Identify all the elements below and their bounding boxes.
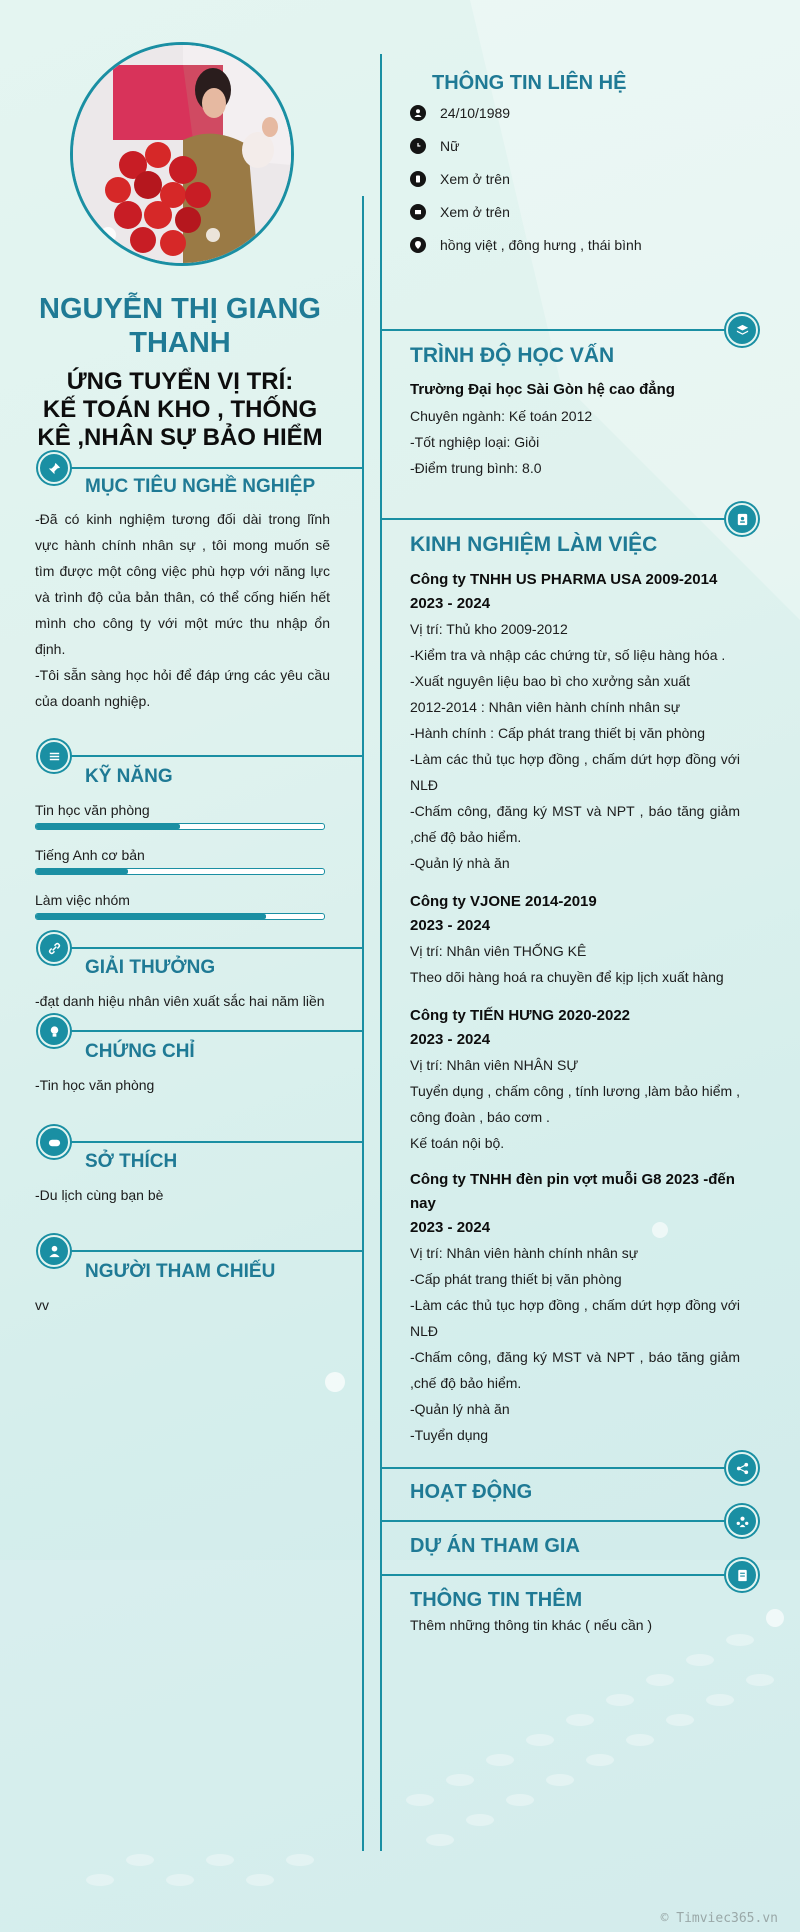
right-timeline-rail bbox=[380, 54, 382, 1851]
job-1-line-5: -Hành chính : Cấp phát trang thiết bị văn phòng bbox=[410, 725, 705, 741]
job-1-line-2: -Kiểm tra và nhập các chứng từ, số liệu hàng hóa . bbox=[410, 647, 726, 663]
objective-text-1: -Đã có kinh nghiệm tương đối dài trong lĩnh vực hành chính nhân sự , tôi mong muốn sẽ tìm được một công việc phù hợp với năng lực và trình độ của bản thân, có thể cống hiến hết mình cho công ty với một mức thu nhập ổn định. bbox=[35, 511, 330, 657]
skill-label-1: Tin học văn phòng bbox=[35, 802, 150, 818]
user-icon bbox=[410, 105, 426, 121]
apply-line-1: ỨNG TUYỂN VỊ TRÍ: bbox=[66, 368, 294, 395]
skill-fill-2 bbox=[36, 869, 128, 874]
contact-email: Xem ở trên bbox=[440, 204, 510, 220]
gamepad-icon bbox=[38, 1126, 70, 1158]
contact-birthday: 24/10/1989 bbox=[440, 105, 511, 121]
job-2-line-2: Theo dõi hàng hoá ra chuyền để kịp lịch xuất hàng bbox=[410, 969, 724, 985]
job-1-line-4: 2012-2014 : Nhân viên hành chính nhân sự bbox=[410, 699, 681, 715]
skill-label-3: Làm việc nhóm bbox=[35, 892, 130, 908]
objective-text-2: -Tôi sẵn sàng học hỏi để đáp ứng các yêu cầu của doanh nghiệp. bbox=[35, 667, 330, 709]
contact-phone-row bbox=[410, 169, 510, 189]
experience-divider bbox=[381, 518, 739, 520]
person-icon bbox=[38, 1235, 70, 1267]
job-1-company: Công ty TNHH US PHARMA USA 2009-2014 bbox=[410, 571, 718, 588]
contact-phone: Xem ở trên bbox=[440, 171, 510, 187]
job-3-line-3: Kế toán nội bộ. bbox=[410, 1135, 505, 1151]
references-divider bbox=[52, 1250, 363, 1252]
extra-text: Thêm những thông tin khác ( nếu cần ) bbox=[410, 1617, 653, 1633]
job-4-line-2: -Cấp phát trang thiết bị văn phòng bbox=[410, 1271, 622, 1287]
watermark: © Timviec365.vn bbox=[660, 1911, 778, 1926]
contact-email-row bbox=[410, 202, 510, 222]
certificates-text: -Tin học văn phòng bbox=[35, 1077, 155, 1093]
job-1-line-1: Vị trí: Thủ kho 2009-2012 bbox=[410, 621, 568, 637]
job-3-company: Công ty TIẾN HƯNG 2020-2022 bbox=[410, 1007, 631, 1024]
skill-fill-1 bbox=[36, 824, 180, 829]
apply-position bbox=[30, 368, 330, 452]
job-4-line-5: -Quản lý nhà ăn bbox=[410, 1401, 510, 1417]
certificates-title: CHỨNG CHỈ bbox=[85, 1041, 195, 1062]
skill-bar-3 bbox=[35, 913, 325, 920]
avatar bbox=[70, 42, 294, 266]
job-4-line-4: -Chấm công, đăng ký MST và NPT , báo tăng giảm ,chế độ bảo hiểm. bbox=[410, 1349, 740, 1391]
candidate-name: NGUYỄN THỊ GIANG THANH bbox=[39, 293, 321, 359]
lightbulb-icon bbox=[38, 1015, 70, 1047]
layers-icon bbox=[726, 314, 758, 346]
references-title: NGƯỜI THAM CHIẾU bbox=[85, 1261, 276, 1282]
job-4-line-1: Vị trí: Nhân viên hành chính nhân sự bbox=[410, 1245, 639, 1261]
job-2-company: Công ty VJONE 2014-2019 bbox=[410, 893, 597, 910]
job-3-period: 2023 - 2024 bbox=[410, 1031, 491, 1048]
education-school: Trường Đại học Sài Gòn hệ cao đẳng bbox=[410, 381, 675, 398]
skill-label-2: Tiếng Anh cơ bản bbox=[35, 847, 145, 863]
hobbies-divider bbox=[52, 1141, 363, 1143]
education-title: TRÌNH ĐỘ HỌC VẤN bbox=[410, 344, 615, 367]
skills-divider bbox=[52, 755, 363, 757]
pin-icon bbox=[38, 452, 70, 484]
share-icon bbox=[726, 1452, 758, 1484]
email-icon bbox=[410, 204, 426, 220]
projects-title: DỰ ÁN THAM GIA bbox=[410, 1535, 580, 1557]
contact-gender: Nữ bbox=[440, 138, 460, 154]
objective-divider bbox=[52, 467, 363, 469]
link-icon bbox=[38, 932, 70, 964]
hobbies-title: SỞ THÍCH bbox=[85, 1151, 178, 1172]
skill-bar-2 bbox=[35, 868, 325, 875]
document-icon bbox=[726, 1559, 758, 1591]
awards-divider bbox=[52, 947, 363, 949]
left-timeline-rail bbox=[362, 196, 364, 1851]
experience-title: KINH NGHIỆM LÀM VIỆC bbox=[410, 533, 658, 556]
team-icon bbox=[726, 1505, 758, 1537]
job-3-line-2: Tuyển dụng , chấm công , tính lương ,làm bảo hiểm , công đoàn , báo cơm . bbox=[410, 1083, 740, 1125]
phone-icon bbox=[410, 171, 426, 187]
job-1-line-8: -Quản lý nhà ăn bbox=[410, 855, 510, 871]
job-2-line-1: Vị trí: Nhân viên THỐNG KÊ bbox=[410, 943, 587, 959]
job-4-company: Công ty TNHH đèn pin vợt muỗi G8 2023 -đến nay bbox=[410, 1171, 735, 1212]
activities-divider bbox=[381, 1467, 739, 1469]
education-line-1: Chuyên ngành: Kế toán 2012 bbox=[410, 408, 593, 424]
job-4-line-6: -Tuyển dụng bbox=[410, 1427, 489, 1443]
education-line-3: -Điểm trung bình: 8.0 bbox=[410, 460, 542, 476]
skills-title: KỸ NĂNG bbox=[85, 766, 173, 787]
job-4-line-3: -Làm các thủ tục hợp đồng , chấm dứt hợp đồng với NLĐ bbox=[410, 1297, 740, 1339]
contact-title: THÔNG TIN LIÊN HỆ bbox=[432, 72, 627, 94]
contact-gender-row bbox=[410, 136, 459, 156]
list-icon bbox=[38, 740, 70, 772]
job-1-line-6: -Làm các thủ tục hợp đồng , chấm dứt hợp đồng với NLĐ bbox=[410, 751, 740, 793]
activities-title: HOẠT ĐỘNG bbox=[410, 1481, 533, 1503]
skill-bar-1 bbox=[35, 823, 325, 830]
education-line-2: -Tốt nghiệp loại: Giỏi bbox=[410, 434, 540, 450]
education-divider bbox=[381, 329, 739, 331]
references-text: vv bbox=[35, 1297, 49, 1313]
id-card-icon bbox=[726, 503, 758, 535]
awards-text: -đạt danh hiệu nhân viên xuất sắc hai năm liền bbox=[35, 993, 325, 1009]
contact-address-row bbox=[410, 235, 642, 255]
job-1-line-3: -Xuất nguyên liệu bao bì cho xưởng sản xuất bbox=[410, 673, 691, 689]
skill-fill-3 bbox=[36, 914, 266, 919]
contact-address: hồng việt , đông hưng , thái bình bbox=[440, 237, 642, 253]
projects-divider bbox=[381, 1520, 739, 1522]
job-4-period: 2023 - 2024 bbox=[410, 1219, 491, 1236]
job-3-line-1: Vị trí: Nhân viên NHÂN SỰ bbox=[410, 1057, 579, 1073]
job-2-period: 2023 - 2024 bbox=[410, 917, 491, 934]
location-pin-icon bbox=[410, 237, 426, 253]
job-1-period: 2023 - 2024 bbox=[410, 595, 491, 612]
objective-title: MỤC TIÊU NGHỀ NGHIỆP bbox=[85, 476, 316, 497]
extra-title: THÔNG TIN THÊM bbox=[410, 1589, 583, 1611]
extra-divider bbox=[381, 1574, 739, 1576]
certificates-divider bbox=[52, 1030, 363, 1032]
hobbies-text: -Du lịch cùng bạn bè bbox=[35, 1187, 164, 1203]
clock-icon bbox=[410, 138, 426, 154]
job-1-line-7: -Chấm công, đăng ký MST và NPT , báo tăng giảm ,chế độ bảo hiểm. bbox=[410, 803, 740, 845]
apply-line-2: KẾ TOÁN KHO , THỐNG KÊ ,NHÂN SỰ BẢO HIỂM bbox=[37, 396, 323, 451]
contact-birthday-row bbox=[410, 103, 510, 123]
awards-title: GIẢI THƯỞNG bbox=[85, 957, 216, 978]
